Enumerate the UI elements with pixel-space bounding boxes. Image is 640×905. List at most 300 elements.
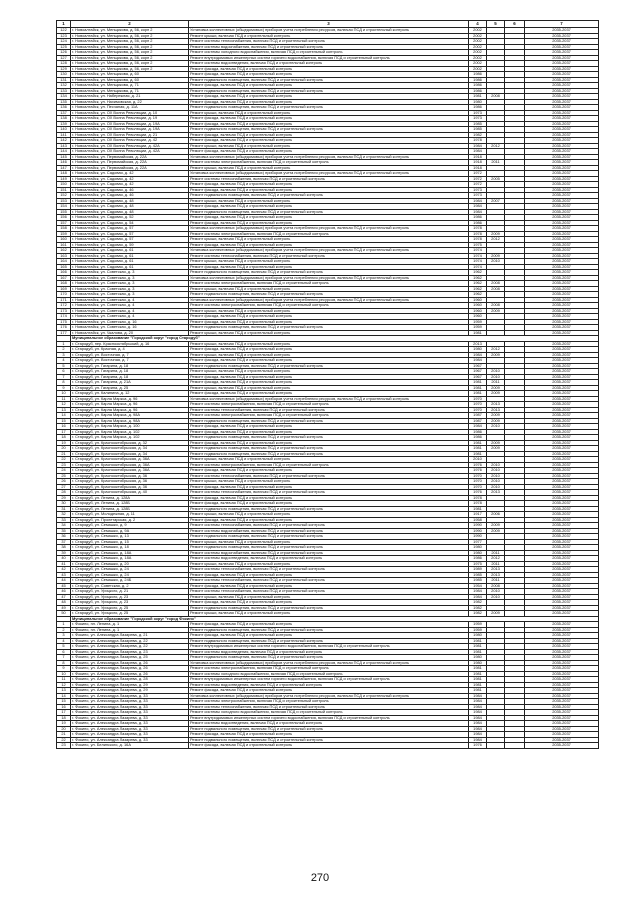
table-cell: 161 [57,242,71,248]
table-cell: г. Стародуб, ул. Семашко, д. 24Б [71,578,189,584]
table-cell: 1976 [469,462,487,468]
table-cell: г. Стародуб, ул. Карла Маркса, д. 98А [71,413,189,419]
table-cell: 169 [57,286,71,292]
table-cell: Ремонт фасада, включая ПСД и строительный контроль [189,187,469,193]
table-cell: г. Стародуб, ул. Краснооктябрьская, д. 36 [71,473,189,479]
table-cell: 2035-2037 [525,512,599,518]
table-cell: Ремонт подвального помещения, включая ПСД и строительный контроль [189,325,469,331]
table-cell: 2035-2037 [525,693,599,699]
table-cell: Ремонт системы электроснабжения, включая ПСД и строительный контроль [189,666,469,672]
table-cell: г. Новоалтайск, ул. Менщикова, д. 60 [71,72,189,78]
table-cell: 2035-2037 [525,721,599,727]
table-cell: 1984 [469,699,487,705]
table-cell: Ремонт подвального помещения, включая ПСД и строительный контроль [189,105,469,111]
table-cell: 2035-2037 [525,715,599,721]
table-cell: г. Новоалтайск, ул. Садовая, д. 52 [71,215,189,221]
table-cell: 130 [57,72,71,78]
table-cell: 40 [57,556,71,562]
table-cell: Ремонт крыши, включая ПСД и строительный контроль [189,385,469,391]
table-cell: 132 [57,83,71,89]
table-cell: 1960 [469,303,487,309]
table-cell: 2035-2037 [525,649,599,655]
table-cell: 2013 [487,407,505,413]
table-cell: г. Стародуб, ул. Семашко, д. 13 [71,534,189,540]
table-cell: г. Стародуб, ул. Гагарина, д. 18 [71,369,189,375]
table-cell: 2035-2037 [525,484,599,490]
table-cell: 2035-2037 [525,457,599,463]
table-cell: г. Стародуб, ул. Краснооктябрьская, д. 36А [71,462,189,468]
table-cell: г. Стародуб, ул. Урицкого, д. 25 [71,605,189,611]
table-cell: 2035-2037 [525,468,599,474]
table-cell: 1986 [469,77,487,83]
table-cell: 1978 [469,226,487,232]
table-cell: 126 [57,50,71,56]
table-cell: Ремонт подвального помещения, включая ПСД и строительный контроль [189,451,469,457]
table-cell: Ремонт системы теплоснабжения, включая ПСД и строительный контроль [189,490,469,496]
table-cell: Ремонт крыши, включая ПСД и строительный контроль [189,286,469,292]
table-cell: 2035-2037 [525,704,599,710]
table-cell: Ремонт системы холодного водоснабжения, включая ПСД и строительный контроль [189,671,469,677]
table-cell: 1981 [469,671,487,677]
table-cell: Ремонт системы электроснабжения, включая ПСД и строительный контроль [189,281,469,287]
table-cell: Ремонт системы электроснабжения, включая ПСД и строительный контроль [189,303,469,309]
table-cell: г. Новоалтайск, ул. ОХ Волна Революции, д. 19 [71,116,189,122]
table-cell: 2035-2037 [525,473,599,479]
table-cell: 2035-2037 [525,556,599,562]
table-cell: 154 [57,204,71,210]
table-body [57,28,599,749]
table-cell: 45 [57,583,71,589]
table-cell: г. Стародуб, ул. Краснооктябрьская, д. 36А [71,457,189,463]
table-cell: 2035-2037 [525,490,599,496]
table-cell: 2035-2037 [525,303,599,309]
table-cell: 1980 [469,550,487,556]
col-header: 4 [469,21,487,28]
table-cell: Ремонт фасада, включая ПСД и строительный контроль [189,429,469,435]
table-cell: 1984 [469,693,487,699]
table-cell: г. Фокино, ул. Александра Лазарева, д. 26 [71,671,189,677]
table-cell: г. Новоалтайск, ул. Менщикова, д. 56, корп 2 [71,44,189,50]
table-cell: 36 [57,534,71,540]
table-cell: г. Стародуб, ул. Семашко, д. 18А [71,556,189,562]
table-cell: г. Новоалтайск, ул. Менщикова, д. 56, корп 2 [71,66,189,72]
table-cell: 39 [57,550,71,556]
table-cell: Ремонт системы теплоснабжения, включая ПСД и строительный контроль [189,523,469,529]
table-cell: 2010 [487,473,505,479]
table-cell: 2035-2037 [525,435,599,441]
table-cell: Ремонт фасада, включая ПСД и строительный контроль [189,517,469,523]
table-cell: Ремонт крыши, включая ПСД и строительный контроль [189,457,469,463]
table-cell: 30 [57,501,71,507]
column-number-row [57,21,599,28]
table-cell: 2035-2037 [525,501,599,507]
table-cell: г. Новоалтайск, ул. Советская, д. 3 [71,275,189,281]
table-cell: 151 [57,187,71,193]
table-cell: 2035-2037 [525,627,599,633]
table-cell: 1981 [469,682,487,688]
table-cell: Ремонт крыши, включая ПСД и строительный контроль [189,237,469,243]
table-cell: 2035-2037 [525,220,599,226]
table-cell: 1981 [469,677,487,683]
table-cell: 1978 [469,231,487,237]
table-cell: 1978 [469,138,487,144]
table-cell: 173 [57,308,71,314]
table-cell: 2035-2037 [525,688,599,694]
table-cell: г. Новоалтайск, ул. Садовая, д. 48 [71,209,189,215]
table-cell: Ремонт подвального помещения, включая ПСД и строительный контроль [189,435,469,441]
table-cell: 2010 [487,589,505,595]
table-cell: г. Новоалтайск, ул. Чкалова, д. 20 [71,330,189,336]
table-cell: 4 [57,638,71,644]
table-cell: 165 [57,264,71,270]
table-cell: 19 [57,440,71,446]
table-cell: г. Стародуб, ул. Пролетарская, д. 2 [71,517,189,523]
table-cell: Ремонт внутридомовых инженерных систем горячего водоснабжения, включая ПСД и строительный контроль [189,715,469,721]
table-cell: г. Фокино, ул. Александра Лазарева, д. 33 [71,699,189,705]
table-cell: 2035-2037 [525,33,599,39]
table-cell: 1984 [469,737,487,743]
table-cell: 1970 [469,402,487,408]
table-cell: 1980 [469,660,487,666]
table-cell: 2035-2037 [525,99,599,105]
table-cell: Ремонт фасада, включая ПСД и строительный контроль [189,99,469,105]
table-cell: 1981 [469,440,487,446]
table-cell: 6 [57,369,71,375]
table-cell: 1959 [469,325,487,331]
table-cell: 1959 [469,622,487,628]
table-cell [505,743,525,749]
table-cell: 7 [57,374,71,380]
table-cell: 2035-2037 [525,270,599,276]
table-cell: 140 [57,127,71,133]
table-cell: 143 [57,143,71,149]
table-cell: 2035-2037 [525,396,599,402]
table-cell: 2002 [469,28,487,34]
page-number: 270 [310,872,330,884]
table-cell: 32 [57,512,71,518]
table-cell: 50 [57,611,71,617]
table-cell: 1973 [469,193,487,199]
table-cell: г. Стародуб, ул. Гагарина, д. 18 [71,363,189,369]
table-cell: 1986 [469,215,487,221]
table-cell: г. Фокино, ул. Александра Лазарева, д. 28 [71,677,189,683]
section-title: Муниципальное образование "Городской округ "город Стародуб" [71,336,599,342]
table-cell: 10 [57,391,71,397]
table-cell: г. Фокино, пл. Ленина, д. 1 [71,622,189,628]
table-cell: 2035-2037 [525,319,599,325]
table-cell: 2035-2037 [525,380,599,386]
table-cell: г. Новоалтайск, ул. Садовая, д. 48 [71,204,189,210]
table-cell: Ремонт системы электроснабжения, включая ПСД и строительный контроль [189,699,469,705]
table-cell: 1981 [469,380,487,386]
table-cell: 2035-2037 [525,479,599,485]
table-cell: Ремонт крыши, включая ПСД и строительный контроль [189,341,469,347]
table-cell: 2012 [487,556,505,562]
table-cell: 2008 [487,303,505,309]
table-cell: г. Новоалтайск, ул. Менщикова, д. 60 [71,77,189,83]
table-cell: 2035-2037 [525,116,599,122]
table-cell: 1984 [469,149,487,155]
table-cell: 2009 [487,352,505,358]
table-cell: 2035-2037 [525,50,599,56]
table-cell: Ремонт крыши, включая ПСД и строительный контроль [189,259,469,265]
table-cell: 2006 [487,512,505,518]
table-cell: 167 [57,275,71,281]
table-cell: Установка коллективных (общедомовых) приборов учета потребления ресурсов, включая ПСД и строительный контроль [189,660,469,666]
table-cell: 2010 [487,484,505,490]
table-cell: Ремонт системы электроснабжения, включая ПСД и строительный контроль [189,413,469,419]
table-cell: Ремонт внутридомовых инженерных систем горячего водоснабжения, включая ПСД и строительный контроль [189,644,469,650]
table-cell: 2009 [487,418,505,424]
table-cell: 2010 [487,479,505,485]
table-cell: 2035-2037 [525,402,599,408]
table-cell: г. Фокино, ул. Александра Лазарева, д. 21 [71,633,189,639]
table-cell: 1981 [469,94,487,100]
table-cell: г. Стародуб, ул. Карла Маркса, д. 100 [71,424,189,430]
table-cell: г. Фокино, ул. Александра Лазарева, д. 29 [71,682,189,688]
table-cell: г. Новоалтайск, ул. ОХ Волна Революции, д. 42А [71,149,189,155]
table-cell: 1959 [469,627,487,633]
table-cell: 1970 [469,479,487,485]
table-cell: 5 [57,363,71,369]
table-cell: Ремонт крыши, включая ПСД и строительный контроль [189,308,469,314]
table-cell: 11 [57,396,71,402]
table-cell: 2035-2037 [525,286,599,292]
table-cell: 3 [57,633,71,639]
table-cell: г. Стародуб, ул. Восточная, д. 7 [71,358,189,364]
table-cell: Ремонт фасада, включая ПСД и строительный контроль [189,633,469,639]
table-cell: г. Новоалтайск, ул. Садовая, д. 57 [71,237,189,243]
table-cell: 137 [57,110,71,116]
col-header: 7 [525,21,599,28]
table-cell: Установка коллективных (общедомовых) приборов учета потребления ресурсов, включая ПСД и строительный контроль [189,28,469,34]
table-cell: 2035-2037 [525,666,599,672]
table-cell: Ремонт фасада, включая ПСД и строительный контроль [189,94,469,100]
table-cell: 2008 [487,281,505,287]
table-cell: 12 [57,682,71,688]
table-cell: г. Новоалтайск, ул. Нахимовская, д. 22 [71,99,189,105]
table-cell: 2035-2037 [525,209,599,215]
table-cell: 1986 [469,83,487,89]
table-cell: г. Фокино, ул. Александра Лазарева, д. 33 [71,726,189,732]
table-cell: 1960 [469,308,487,314]
table-cell: Ремонт крыши, включая ПСД и строительный контроль [189,539,469,545]
table-cell: 134 [57,94,71,100]
table-cell: Установка коллективных (общедомовых) приборов учета потребления ресурсов, включая ПСД и строительный контроль [189,171,469,177]
table-cell: 2035-2037 [525,550,599,556]
table-cell: Ремонт крыши, включая ПСД и строительный контроль [189,594,469,600]
table-cell: 1981 [469,391,487,397]
table-cell: 1976 [469,468,487,474]
table-cell: 2035-2037 [525,330,599,336]
table-cell: 2009 [487,413,505,419]
table-cell: 1958 [469,517,487,523]
table-cell: 2035-2037 [525,248,599,254]
table-cell: 2035-2037 [525,655,599,661]
table-cell: г. Новоалтайск, ул. Менщикова, д. 56, корп 2 [71,61,189,67]
table-cell: г. Стародуб, ул. Семашко, д. 15 [71,539,189,545]
table-cell: 2009 [487,523,505,529]
table-cell: Ремонт системы электроснабжения, включая ПСД и строительный контроль [189,462,469,468]
table-cell: 2035-2037 [525,413,599,419]
table-cell: 170 [57,292,71,298]
table-cell: 1982 [469,605,487,611]
table-cell: Ремонт крыши, включая ПСД и строительный контроль [189,611,469,617]
table-cell: 1987 [469,413,487,419]
table-cell: 2035-2037 [525,622,599,628]
table-cell: 2035-2037 [525,638,599,644]
table-cell: г. Новоалтайск, ул. ОХ Волна Революции, д. 10 [71,110,189,116]
table-cell: г. Стародуб, ул. Краснооктябрьская, д. 36 [71,484,189,490]
table-cell: 2009 [487,253,505,259]
table-cell: 142 [57,138,71,144]
table-cell: 171 [57,297,71,303]
table-cell: 19 [57,721,71,727]
table-cell: 2035-2037 [525,28,599,34]
table-cell: 1980 [469,347,487,353]
table-cell: 1918 [469,160,487,166]
table-cell: 2035-2037 [525,198,599,204]
col-header: 5 [487,21,505,28]
table-cell: Ремонт фасада, включая ПСД и строительный контроль [189,468,469,474]
table-cell: 1984 [469,589,487,595]
table-cell: 2035-2037 [525,187,599,193]
table-cell: г. Новоалтайск, ул. Советская, д. 3 [71,286,189,292]
table-cell: 2002 [469,39,487,45]
table-cell: 2035-2037 [525,699,599,705]
col-header: 1 [57,21,71,28]
table-cell: г. Стародуб, ул. Восточная, д. 7 [71,352,189,358]
table-cell: 2035-2037 [525,407,599,413]
table-cell: 2035-2037 [525,523,599,529]
table-cell: 174 [57,314,71,320]
table-cell: г. Новоалтайск, ул. Советская, д. 3 [71,270,189,276]
table-cell: Ремонт системы водоотведения, включая ПСД и строительный контроль [189,556,469,562]
table-cell: Ремонт системы теплоснабжения, включая ПСД и строительный контроль [189,589,469,595]
table-cell: 2035-2037 [525,160,599,166]
table-cell: 2035-2037 [525,600,599,606]
table-cell: Ремонт системы теплоснабжения, включая ПСД и строительный контроль [189,407,469,413]
table-cell: Ремонт крыши, включая ПСД и строительный контроль [189,198,469,204]
table-cell: 1977 [469,539,487,545]
table-cell: 1984 [469,594,487,600]
table-cell: 16 [57,704,71,710]
table-cell: Ремонт системы холодного водоснабжения, включая ПСД и строительный контроль [189,710,469,716]
table-cell: 1981 [469,385,487,391]
table-cell: 2035-2037 [525,732,599,738]
table-cell: 18 [57,435,71,441]
table-cell: 2002 [469,61,487,67]
table-cell: 25 [57,473,71,479]
table-cell: Ремонт крыши, включая ПСД и строительный контроль [189,165,469,171]
table-cell: 148 [57,171,71,177]
table-cell: Ремонт фасада, включая ПСД и строительный контроль [189,116,469,122]
table-cell: г. Фокино, ул. Александра Лазарева, д. 29 [71,688,189,694]
table-cell: 2 [57,627,71,633]
table-cell: 22 [57,737,71,743]
table-cell: Установка коллективных (общедомовых) приборов учета потребления ресурсов, включая ПСД и строительный контроль [189,248,469,254]
table-cell: 2035-2037 [525,308,599,314]
table-cell: 2035-2037 [525,352,599,358]
table-cell: 135 [57,99,71,105]
table-cell: 1984 [469,358,487,364]
table-cell: 38 [57,545,71,551]
table-cell: г. Новоалтайск, ул. Первомайская, д. 22А [71,165,189,171]
table-cell: 2035-2037 [525,193,599,199]
table-cell: 1990 [469,534,487,540]
table-cell: 1980 [469,633,487,639]
table-cell: Ремонт крыши, включая ПСД и строительный контроль [189,479,469,485]
table-cell: Ремонт системы теплоснабжения, включая ПСД и строительный контроль [189,253,469,259]
table-cell: 14 [57,413,71,419]
table-cell: Ремонт фасада, включая ПСД и строительный контроль [189,495,469,501]
table-cell: 2010 [487,594,505,600]
table-cell: 13 [57,688,71,694]
table-cell: Ремонт фасада, включая ПСД и строительный контроль [189,484,469,490]
table-cell: 1981 [469,330,487,336]
table-cell: Ремонт системы теплоснабжения, включая ПСД и строительный контроль [189,704,469,710]
table-cell: 2035-2037 [525,242,599,248]
table-cell: г. Фокино, ул. Александра Лазарева, д. 33 [71,704,189,710]
table-cell: 166 [57,270,71,276]
table-cell: 1974 [469,259,487,265]
table-cell: 2035-2037 [525,677,599,683]
table-cell: 1918 [469,154,487,160]
table-cell: г. Фокино, пл. Ленина, д. 1 [71,627,189,633]
table-cell: 42 [57,567,71,573]
table-cell: 168 [57,281,71,287]
table-cell: 1974 [469,264,487,270]
table-cell: г. Новоалтайск, ул. Садовая, д. 61 [71,264,189,270]
table-cell: 2035-2037 [525,165,599,171]
table-cell: г. Стародуб, пер. Краснооктябрьский, д. 16 [71,341,189,347]
table-cell: 2035-2037 [525,237,599,243]
table-cell: Установка коллективных (общедомовых) приборов учета потребления ресурсов, включая ПСД и строительный контроль [189,154,469,160]
table-cell: 141 [57,132,71,138]
table-cell: 1987 [469,418,487,424]
table-cell: 2035-2037 [525,561,599,567]
table-cell: г. Фокино, ул. Александра Лазарева, д. 33 [71,732,189,738]
table-cell: 2035-2037 [525,682,599,688]
table-cell: 2035-2037 [525,110,599,116]
table-cell: 2035-2037 [525,506,599,512]
table-cell: 1962 [469,275,487,281]
table-cell: 12 [57,402,71,408]
table-cell: 2035-2037 [525,374,599,380]
table-cell: г. Стародуб, ул. Семашко, д. 9 [71,523,189,529]
table-cell: 2035-2037 [525,451,599,457]
table-cell: 139 [57,121,71,127]
table-cell: 21 [57,451,71,457]
table-cell: г. Стародуб, ул. Карла Маркса, д. 96 [71,396,189,402]
table-cell: г. Новоалтайск, ул. Первомайская, д. 22А [71,160,189,166]
table-cell: г. Стародуб, ул. Ленина, д. 128Б [71,501,189,507]
table-cell: Ремонт фасада, включая ПСД и строительный контроль [189,83,469,89]
table-cell: 1986 [469,220,487,226]
table-cell: 160 [57,237,71,243]
table-cell: г. Новоалтайск, ул. Менщикова, д. 56, корп 2 [71,33,189,39]
table-cell: г. Стародуб, ул. Молодежная, д. 11 [71,512,189,518]
table-cell: 1984 [469,732,487,738]
table-cell: г. Новоалтайск, ул. Менщикова, д. 56, корп 2 [71,39,189,45]
table-cell: 2013 [469,341,487,347]
table-cell: 2011 [487,380,505,386]
table-cell: 1984 [469,204,487,210]
table-cell: Ремонт крыши, включая ПСД и строительный контроль [189,561,469,567]
table-cell: 158 [57,226,71,232]
table-cell: 10 [57,671,71,677]
table-cell: 2035-2037 [525,259,599,265]
